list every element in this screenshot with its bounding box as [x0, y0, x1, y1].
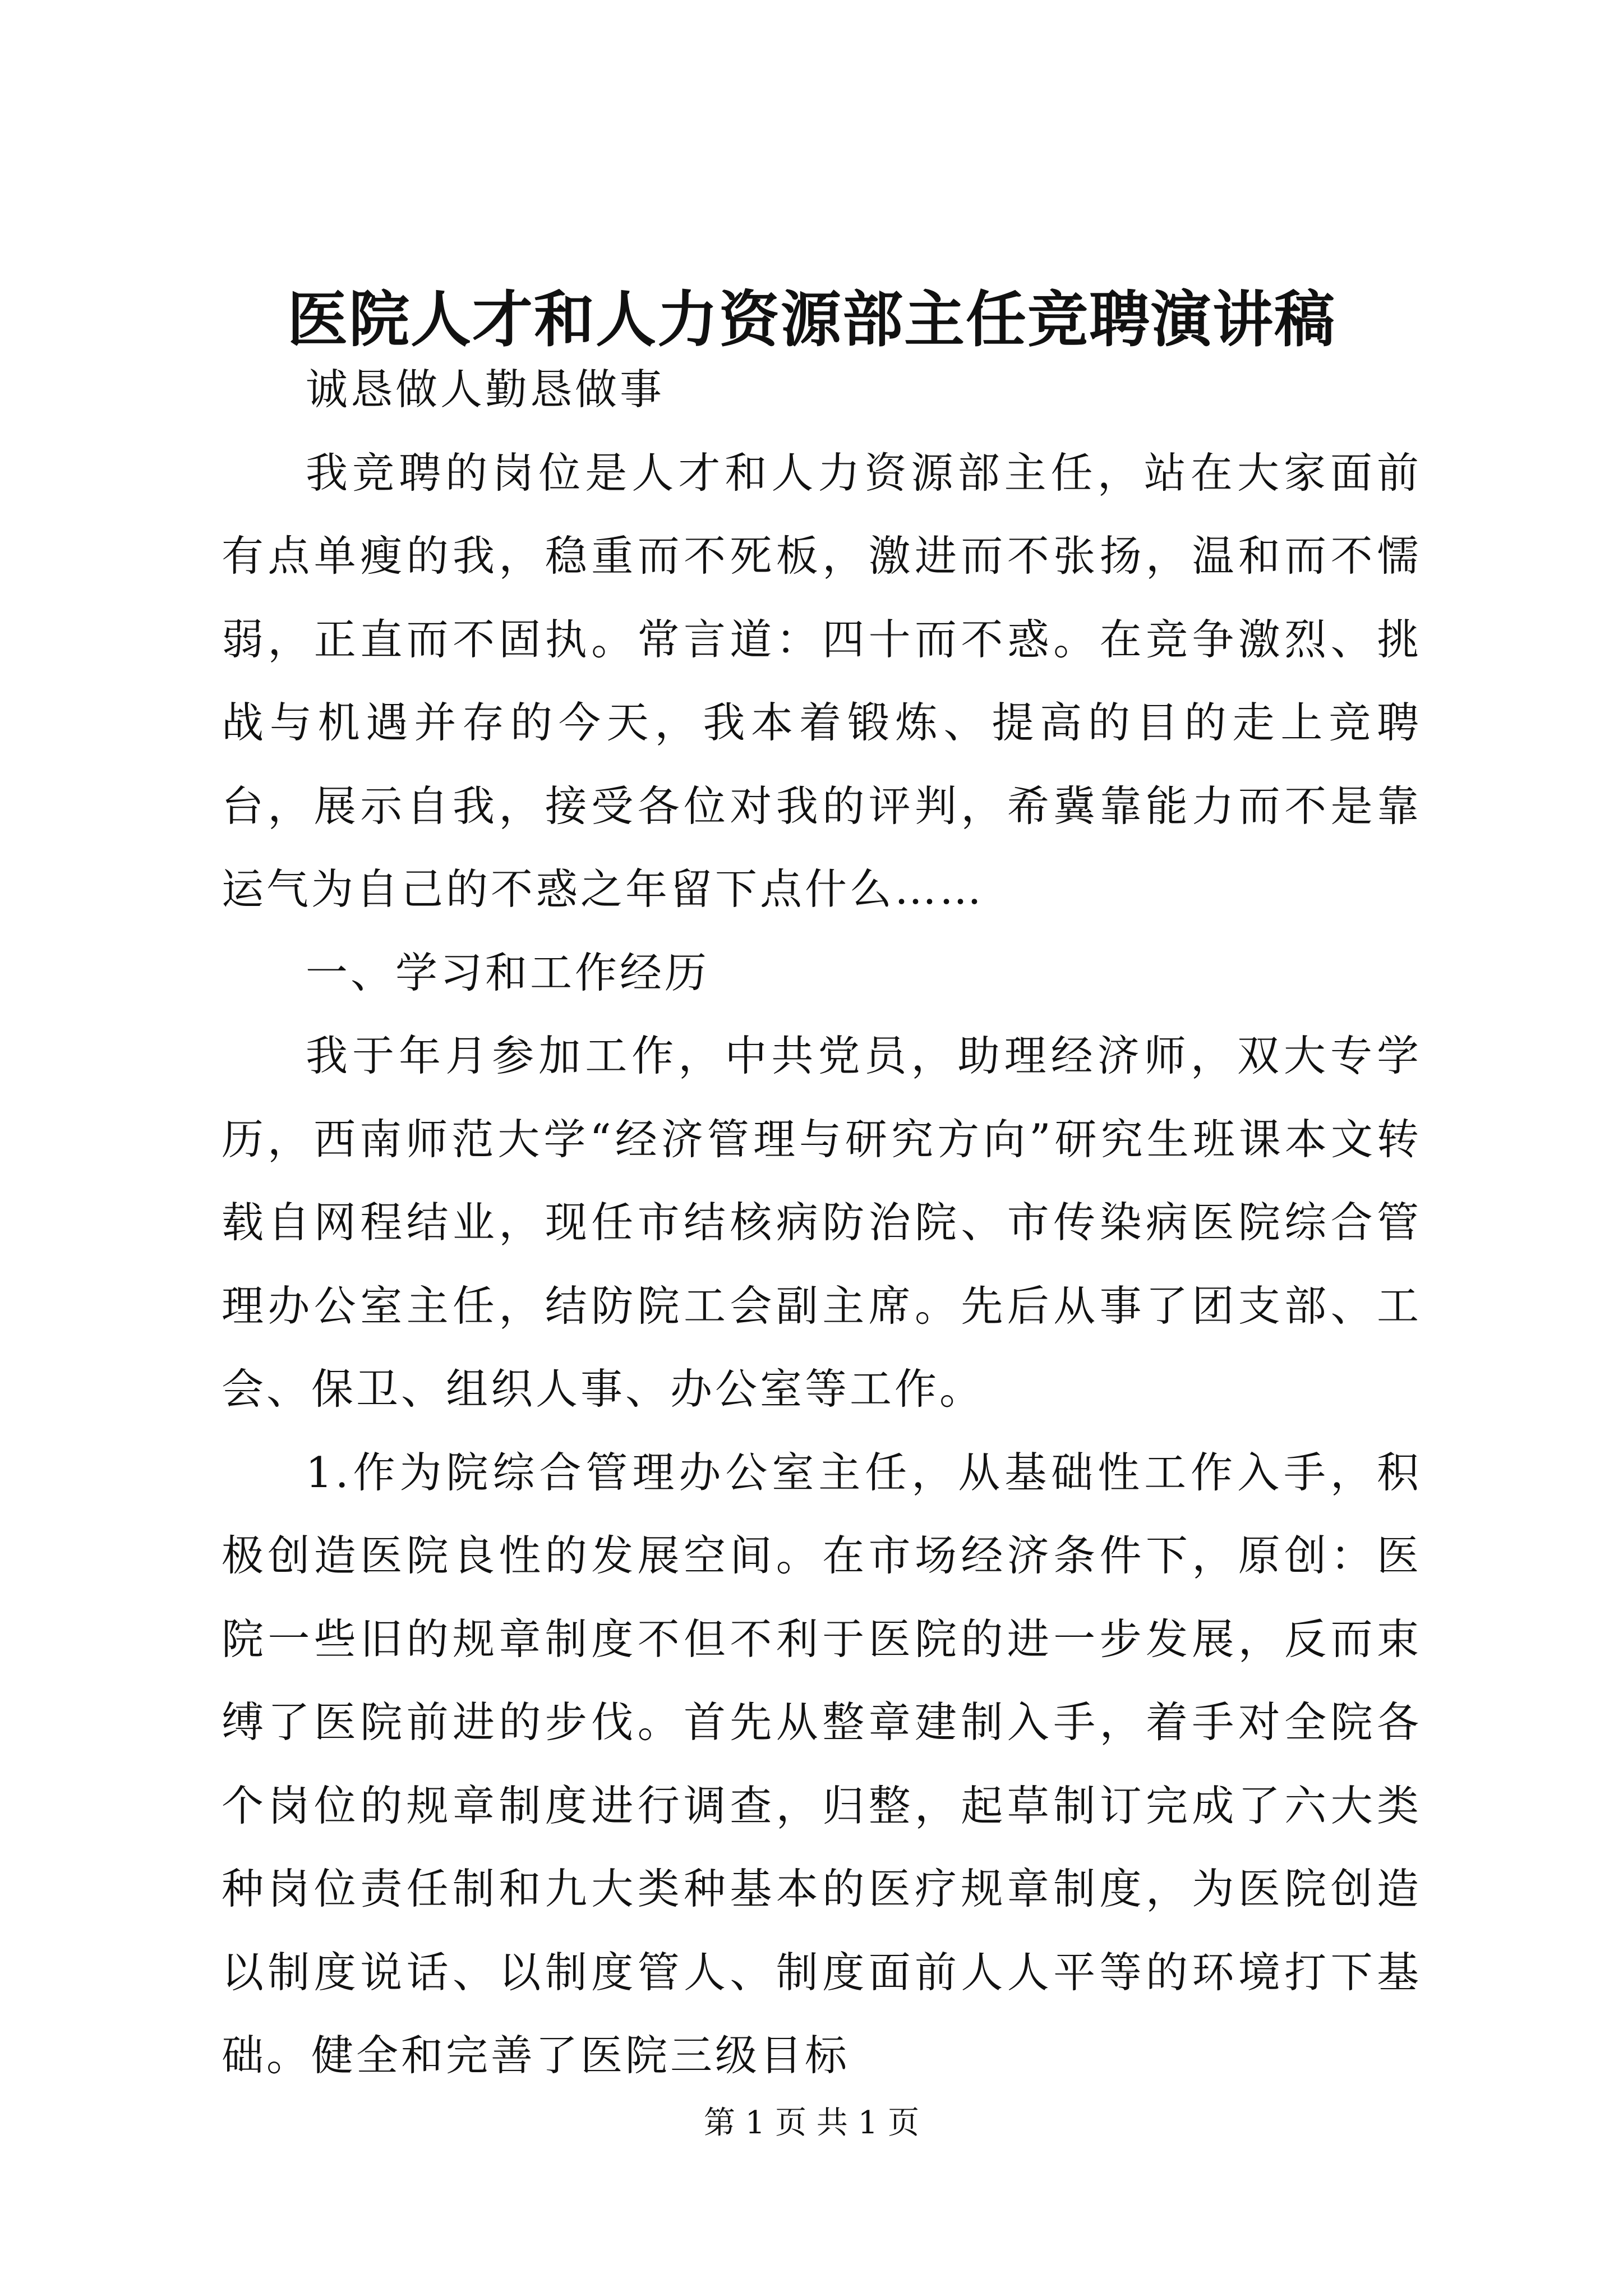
section-heading: 一、学习和工作经历 — [306, 947, 710, 997]
document-title: 医院人才和人力资源部主任竞聘演讲稿 — [287, 284, 1336, 355]
page-footer: 第 1 页 共 1 页 — [703, 2105, 920, 2141]
experience-paragraph: 我于年月参加工作，中共党员，助理经济师，双大专学历，西南师范大学“经济管理与研究方向”研究生班课本文转载自网程结业，现任市结核病防治院、市传染病医院综合管理办公室主任，结防院工会副主席。先后从事了团支部、工会、保卫、组织人事、办公室等工作。 — [222, 1031, 1422, 1414]
subtitle-paragraph: 诚恳做人勤恳做事 — [306, 365, 665, 414]
intro-paragraph: 我竞聘的岗位是人才和人力资源部主任，站在大家面前有点单瘦的我，稳重而不死板，激进而不张扬，温和而不懦弱，正直而不固执。常言道：四十而不惑。在竞争激烈、挑战与机遇并存的今天，我本着锻炼、提高的目的走上竞聘台，展示自我，接受各位对我的评判，希冀靠能力而不是靠运气为自己的不惑之年留下点什么…… — [222, 448, 1422, 914]
document-body — [222, 348, 1422, 2097]
item-1-paragraph: 1.作为院综合管理办公室主任，从基础性工作入手，积极创造医院良性的发展空间。在市场经济条件下，原创：医院一些旧的规章制度不但不利于医院的进一步发展，反而束缚了医院前进的步伐。首先从整章建制入手，着手对全院各个岗位的规章制度进行调查，归整，起草制订完成了六大类种岗位责任制和九大类种基本的医疗规章制度，为医院创造以制度说话、以制度管人、制度面前人人平等的环境打下基础。健全和完善了医院三级目标 — [222, 1447, 1422, 2080]
